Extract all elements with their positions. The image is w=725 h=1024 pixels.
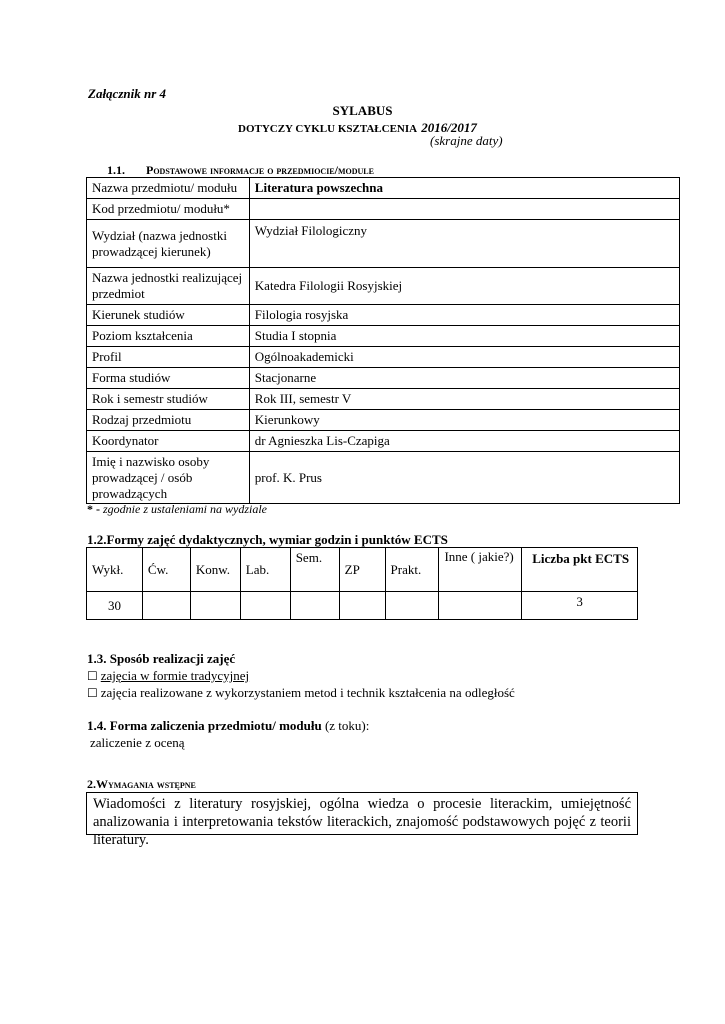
header-lab: Lab. <box>240 548 290 592</box>
row-value: Filologia rosyjska <box>249 305 679 326</box>
cycle-years: 2016/2017 <box>421 120 477 135</box>
table-row <box>87 389 680 410</box>
basic-info-table <box>86 177 680 504</box>
value-wykl: 30 <box>87 592 143 620</box>
section-title: 1.4. Forma zaliczenia przedmiotu/ modułu <box>87 718 322 733</box>
row-label: Rodzaj przedmiotu <box>87 410 250 431</box>
row-value: Wydział Filologiczny <box>249 220 679 268</box>
section-title-suffix: (z toku): <box>324 718 370 733</box>
value-zp <box>339 592 385 620</box>
table-row <box>87 220 680 268</box>
header-cw: Ćw. <box>142 548 190 592</box>
table-row <box>87 368 680 389</box>
header-wykl: Wykł. <box>87 548 143 592</box>
row-value: Kierunkowy <box>249 410 679 431</box>
footnote-mark: * - <box>87 502 100 516</box>
header-sem: Sem. <box>290 548 339 592</box>
section-2-heading: 2.Wymagania wstępne <box>87 777 196 791</box>
option-traditional[interactable] <box>87 668 249 684</box>
value-inne <box>439 592 522 620</box>
section-title: Podstawowe informacje o przedmiocie/module <box>146 163 374 177</box>
row-label: Nazwa przedmiotu/ modułu <box>87 178 250 199</box>
section-1-4-heading <box>87 718 369 734</box>
header-inne: Inne ( jakie?) <box>439 548 522 592</box>
row-label: Profil <box>87 347 250 368</box>
section-1-1-heading <box>107 163 374 178</box>
assessment-form: zaliczenie z oceną <box>90 735 185 750</box>
ects-value-row <box>87 592 638 620</box>
footnote <box>87 502 267 517</box>
cycle-note: (skrajne daty) <box>430 133 503 148</box>
section-number: 1.1. <box>107 163 125 177</box>
section-1-3-heading: 1.3. Sposób realizacji zajęć <box>87 651 236 666</box>
option-remote[interactable] <box>87 685 515 701</box>
header-prakt: Prakt. <box>385 548 439 592</box>
header-konw: Konw. <box>190 548 240 592</box>
table-row <box>87 326 680 347</box>
footnote-text: zgodnie z ustaleniami na wydziale <box>103 502 267 516</box>
table-row <box>87 452 680 504</box>
value-lab <box>240 592 290 620</box>
table-row <box>87 347 680 368</box>
row-value: prof. K. Prus <box>249 452 679 504</box>
prerequisites-box: Wiadomości z literatury rosyjskiej, ogólna wiedza o procesie literackim, umiejętność analizowania i interpretowania tekstów literackich, znajomość podstawowych pojęć z teorii literatury. <box>86 792 638 835</box>
row-label: Rok i semestr studiów <box>87 389 250 410</box>
value-cw <box>142 592 190 620</box>
value-sem <box>290 592 339 620</box>
row-label: Imię i nazwisko osoby prowadzącej / osób prowadzących <box>87 452 250 504</box>
table-row <box>87 178 680 199</box>
row-label: Poziom kształcenia <box>87 326 250 347</box>
table-row <box>87 268 680 305</box>
row-value: Katedra Filologii Rosyjskiej <box>249 268 679 305</box>
option-label: zajęcia w formie tradycyjnej <box>100 668 250 683</box>
row-value: Stacjonarne <box>249 368 679 389</box>
row-label: Nazwa jednostki realizującej przedmiot <box>87 268 250 305</box>
row-label: Koordynator <box>87 431 250 452</box>
table-row <box>87 431 680 452</box>
table-row <box>87 410 680 431</box>
row-value: Studia I stopnia <box>249 326 679 347</box>
header-ects: Liczba pkt ECTS <box>522 548 638 592</box>
section-1-2-heading: 1.2.Formy zajęć dydaktycznych, wymiar godzin i punktów ECTS <box>87 532 448 547</box>
option-label: zajęcia realizowane z wykorzystaniem metod i technik kształcenia na odległość <box>100 685 515 700</box>
header-zp: ZP <box>339 548 385 592</box>
attachment-label: Załącznik nr 4 <box>88 86 167 101</box>
row-label: Forma studiów <box>87 368 250 389</box>
value-ects: 3 <box>522 592 638 620</box>
checkbox-icon[interactable]: ☐ <box>87 669 98 683</box>
syllabus-title: SYLABUS <box>332 103 393 118</box>
row-label: Kierunek studiów <box>87 305 250 326</box>
ects-table <box>86 547 638 620</box>
row-value <box>249 199 679 220</box>
row-value: Rok III, semestr V <box>249 389 679 410</box>
cycle-label: DOTYCZY CYKLU KSZTAŁCENIA <box>238 123 417 135</box>
checkbox-icon[interactable]: ☐ <box>87 686 98 700</box>
value-prakt <box>385 592 439 620</box>
row-value: Literatura powszechna <box>249 178 679 199</box>
row-value: Ogólnoakademicki <box>249 347 679 368</box>
row-label: Wydział (nazwa jednostki prowadzącej kierunek) <box>87 220 250 268</box>
ects-header-row <box>87 548 638 592</box>
table-row <box>87 199 680 220</box>
row-value: dr Agnieszka Lis-Czapiga <box>249 431 679 452</box>
table-row <box>87 305 680 326</box>
value-konw <box>190 592 240 620</box>
row-label: Kod przedmiotu/ modułu* <box>87 199 250 220</box>
